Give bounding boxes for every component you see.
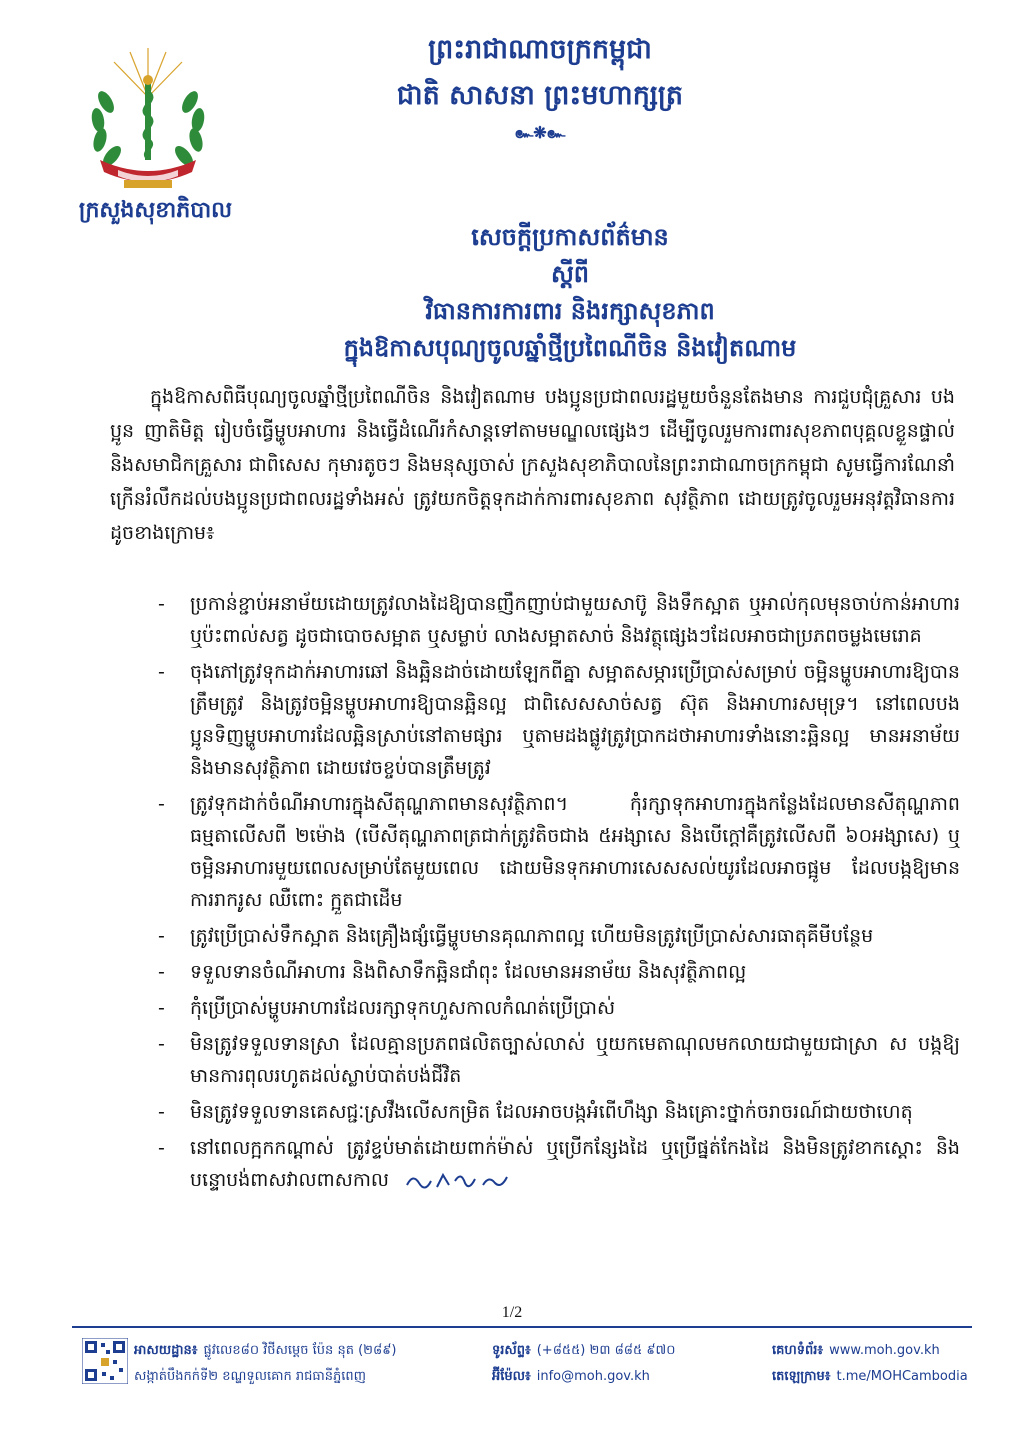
footer-divider — [72, 1326, 972, 1328]
phone-label: ទូរស័ព្ទ៖ — [492, 1343, 531, 1358]
footer — [72, 1336, 972, 1396]
telegram-link[interactable]: t.me/MOHCambodia — [836, 1369, 968, 1384]
list-item: - ទទួលទានចំណីអាហារ និងពិសាទឹកឆ្អិនជាំពុះ ដែលមានអនាម័យ និងសុវត្ថិភាពល្អ — [158, 961, 747, 983]
telegram-label: តេឡេក្រាម៖ — [772, 1369, 831, 1384]
title-line-3: វិធានការការពារ និងរក្សាសុខភាព — [425, 296, 715, 325]
national-motto: ជាតិ សាសនា ព្រះមហាក្សត្រ — [396, 80, 684, 111]
ornament: ๛❋๛ — [514, 123, 566, 142]
footer-address — [134, 1338, 396, 1390]
qr-code-icon — [82, 1338, 128, 1384]
website-label: គេហទំព័រ៖ — [772, 1343, 824, 1358]
email-link[interactable]: info@moh.gov.kh — [536, 1369, 650, 1384]
website-link[interactable]: www.moh.gov.kh — [829, 1343, 940, 1358]
list-item: - នៅពេលក្អកកណ្តាស់ ត្រូវខ្ទប់មាត់ដោយពាក់ម៉ាស់ ឬប្រើកន្សែងដៃ ឬប្រើផ្នត់កែងដៃ និងមិនត្រូវខាកស្តោះ និងបន្ទោបង់ពាសវាលពាសកាល — [158, 1137, 960, 1191]
address-label: អាសយដ្ឋាន៖ — [134, 1343, 198, 1358]
title-line-2: ស្តីពី — [550, 259, 590, 288]
document-title — [180, 218, 960, 366]
footer-online — [772, 1338, 968, 1390]
kingdom-name: ព្រះរាជាណាចក្រកម្ពុជា — [428, 34, 652, 65]
ministry-name: ក្រសួងសុខាភិបាល — [78, 197, 233, 223]
intro-text: ក្នុងឱកាសពិធីបុណ្យចូលឆ្នាំថ្មីប្រពៃណីចិន និងវៀតណាម បងប្អូនប្រជាពលរដ្ឋមួយចំនួនតែងមាន ការជួបជុំគ្រួសារ បងប្អូន ញាតិមិត្ត រៀបចំធ្វើម្ហូបអាហារ និងធ្វើដំណើរកំសាន្តទៅតាមមណ្ឌលផ្សេងៗ ដើម្បីចូលរួមការពារសុខភាពបុគ្គលខ្លួនផ្ទាល់ និងសមាជិកគ្រួសារ ជាពិសេស កុមារតូចៗ និងមនុស្សចាស់ ក្រសួងសុខាភិបាលនៃព្រះរាជាណាចក្រកម្ពុជា សូមធ្វើការណែនាំ ក្រើនរំលឹកដល់បងប្អូនប្រជាពលរដ្ឋទាំងអស់ ត្រូវយកចិត្តទុកដាក់ការពារសុខភាព សុវត្ថិភាព ដោយត្រូវចូលរួមអនុវត្តវិធានការដូចខាងក្រោម៖ — [110, 386, 955, 544]
list-item: - ត្រូវទុកដាក់ចំណីអាហារក្នុងសីតុណ្ហភាពមានសុវត្ថិភាព។ កុំរក្សាទុកអាហារក្នុងកន្លែងដែលមានសីតុណ្ហភាពធម្មតាលើសពី ២ម៉ោង (បើសីតុណ្ហភាពត្រជាក់ត្រូវតិចជាង ៥អង្សាសេ និងបើក្តៅគឺត្រូវលើសពី ៦០អង្សាសេ) ឬ ចម្អិនអាហារមួយពេលសម្រាប់តែមួយពេល ដោយមិនទុកអាហារសេសសល់យូរដែលអាចផ្អូម ដែលបង្កឱ្យមានការរាករូស ឈឺពោះ ក្អួតជាដើម — [158, 793, 960, 911]
address-line-2: សង្កាត់បឹងកក់ទី២ ខណ្ឌទួលគោក រាជធានីភ្នំពេញ — [134, 1369, 367, 1384]
page-number: 1/2 — [501, 1304, 523, 1321]
initials-signature — [403, 1169, 513, 1193]
title-line-1: សេចក្តីប្រកាសព័ត៌មាន — [471, 222, 669, 251]
phone-number: (+៨៥៥) ២៣ ៨៨៥ ៩៧០ — [536, 1343, 676, 1358]
list-item: - ប្រកាន់ខ្ជាប់អនាម័យដោយត្រូវលាងដៃឱ្យបានញឹកញាប់ជាមួយសាប៊ូ និងទឹកស្អាត ឬអាល់កុលមុនចាប់កាន់អាហារ ឬប៉ះពាល់សត្វ ដូចជាបោចសម្អាត ឬសម្លាប់ លាងសម្អាតសាច់ និងវត្ថុផ្សេងៗដែលអាចជាប្រភពចម្លងមេរោគ — [158, 593, 960, 647]
list-item: - កុំប្រើប្រាស់ម្ហូបអាហារដែលរក្សាទុកហួសកាលកំណត់ប្រើប្រាស់ — [158, 997, 616, 1019]
list-item: - មិនត្រូវទទួលទានស្រា ដែលគ្មានប្រភពផលិតច្បាស់លាស់ ឬយកមេតាណុលមកលាយជាមួយជាស្រា ស បង្កឱ្យមានការពុលរហូតដល់ស្លាប់បាត់បង់ជីវិត — [158, 1033, 960, 1087]
list-item: - ចុងភៅត្រូវទុកដាក់អាហារឆៅ និងឆ្អិនដាច់ដោយឡែកពីគ្នា សម្អាតសម្ភារប្រើប្រាស់សម្រាប់ ចម្អិនម្ហូបអាហារឱ្យបានត្រឹមត្រូវ និងត្រូវចម្អិនម្ហូបអាហារឱ្យបានឆ្អិនល្អ ជាពិសេសសាច់សត្វ ស៊ុត និងអាហារសមុទ្រ។ នៅពេលបងប្អូនទិញម្ហូបអាហារដែលឆ្អិនស្រាប់នៅតាមផ្សារ ឬតាមដងផ្លូវត្រូវប្រាកដថាអាហារទាំងនោះឆ្អិនល្អ មានអនាម័យ និងមានសុវត្ថិភាព ដោយវេចខ្ចប់បានត្រឹមត្រូវ — [158, 661, 960, 779]
email-label: អ៊ីម៉ែល៖ — [492, 1369, 531, 1384]
guidance-list — [150, 588, 960, 1200]
address-line-1: ផ្លូវលេខ៨០ វិថីសម្តេច ប៉ែន នុត (២៨៩) — [203, 1343, 397, 1358]
list-item: - មិនត្រូវទទួលទានគេសជ្ជៈស្រវឹងលើសកម្រិត ដែលអាចបង្កអំពើហឹង្សា និងគ្រោះថ្នាក់ចរាចរណ៍ជាយថាហេតុ — [158, 1101, 913, 1123]
kingdom-header — [300, 30, 780, 146]
title-line-4: ក្នុងឱកាសបុណ្យចូលឆ្នាំថ្មីប្រពៃណីចិន និងវៀតណាម — [343, 333, 797, 362]
footer-contact — [492, 1338, 675, 1390]
list-item: - ត្រូវប្រើប្រាស់ទឹកស្អាត និងគ្រឿងផ្សំធ្វើម្ហូបមានគុណភាពល្អ ហើយមិនត្រូវប្រើប្រាស់សារធាតុគីមីបន្ថែម — [158, 925, 874, 947]
ministry-of-health-logo — [78, 42, 218, 192]
intro-paragraph — [110, 380, 955, 550]
